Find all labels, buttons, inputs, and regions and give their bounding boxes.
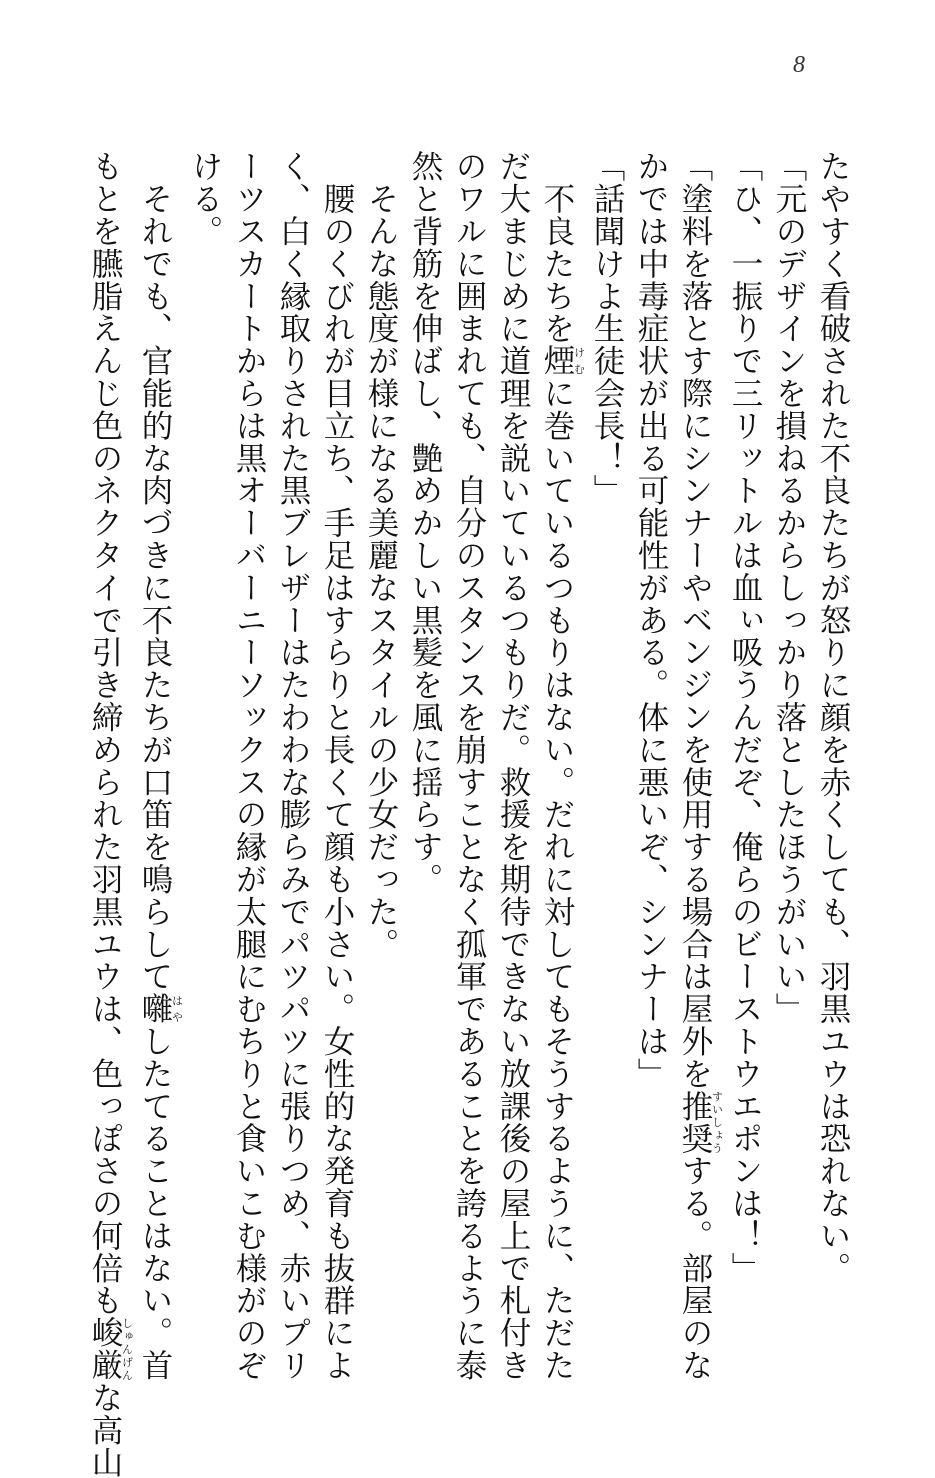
- furigana-ruby: 囃はや: [137, 992, 184, 1025]
- text-line: 不良たちを煙けむに巻いているつもりはない。だれに対してもそうするように、ただた: [539, 150, 586, 1382]
- furigana-reading: はや: [170, 992, 184, 1025]
- furigana-ruby: 煙けむ: [539, 344, 586, 377]
- text-line: 然と背筋を伸ばし、艶めかしい黒髪を風に揺らす。: [407, 150, 443, 896]
- furigana-ruby: 峻厳しゅんげん: [87, 1316, 134, 1382]
- text-line: それでも、官能的な肉づきに不良たちが口笛を鳴らして囃はやしたてることはない。首: [137, 150, 184, 1382]
- text-line: 「話聞けよ生徒会長！」: [589, 150, 625, 507]
- furigana-reading: けむ: [572, 344, 586, 377]
- furigana-reading: しゅんげん: [120, 1316, 134, 1382]
- text-line: ーツスカートからは黒オーバーニーソックスの縁が太腿にむちりと食いこむ様がのぞ: [231, 150, 267, 1382]
- text-line: 腰のくびれが目立ち、手足はすらりと長くて顔も小さい。女性的な発育も抜群によ: [319, 150, 355, 1382]
- page-number: 8: [793, 52, 805, 78]
- furigana-reading: すいしょう: [710, 1089, 724, 1155]
- text-line: ける。: [187, 150, 223, 248]
- text-line: のワルに囲まれても、自分のスタンスを崩すことなく孤軍であることを誇るように泰: [451, 150, 487, 1382]
- text-line: たやすく看破された不良たちが怒りに顔を赤くしても、羽黒ユウは恐れない。: [815, 150, 851, 1284]
- text-line: 「塗料を落とす際にシンナーやベンジンを使用する場合は屋外を推奨すいしょうする。部屋のな: [677, 150, 724, 1382]
- text-line: かでは中毒症状が出る可能性がある。体に悪いぞ、シンナーは」: [633, 150, 669, 1090]
- text-line: 「ひ、一振りで三リットルは血ぃ吸うんだぞ、俺らのビーストウエポンは！」: [727, 150, 763, 1284]
- furigana-ruby: 推奨すいしょう: [677, 1089, 724, 1155]
- text-line: そんな態度が様になる美麗なスタイルの少女だった。: [363, 150, 399, 960]
- novel-text-block: [83, 150, 855, 1478]
- text-line: もとを臙脂えんじ色のネクタイで引き締められた羽黒ユウは、色っぽさの何倍も峻厳しゅんげんな高山: [87, 150, 134, 1478]
- text-line: だ大まじめに道理を説いているつもりだ。救援を期待できない放課後の屋上で札付き: [495, 150, 531, 1382]
- text-line: 「元のデザインを損ねるからしっかり落としたほうがいい」: [771, 150, 807, 1025]
- text-line: く、白く縁取りされた黒ブレザーはたわわな膨らみでパツパツに張りつめ、赤いプリ: [275, 150, 311, 1382]
